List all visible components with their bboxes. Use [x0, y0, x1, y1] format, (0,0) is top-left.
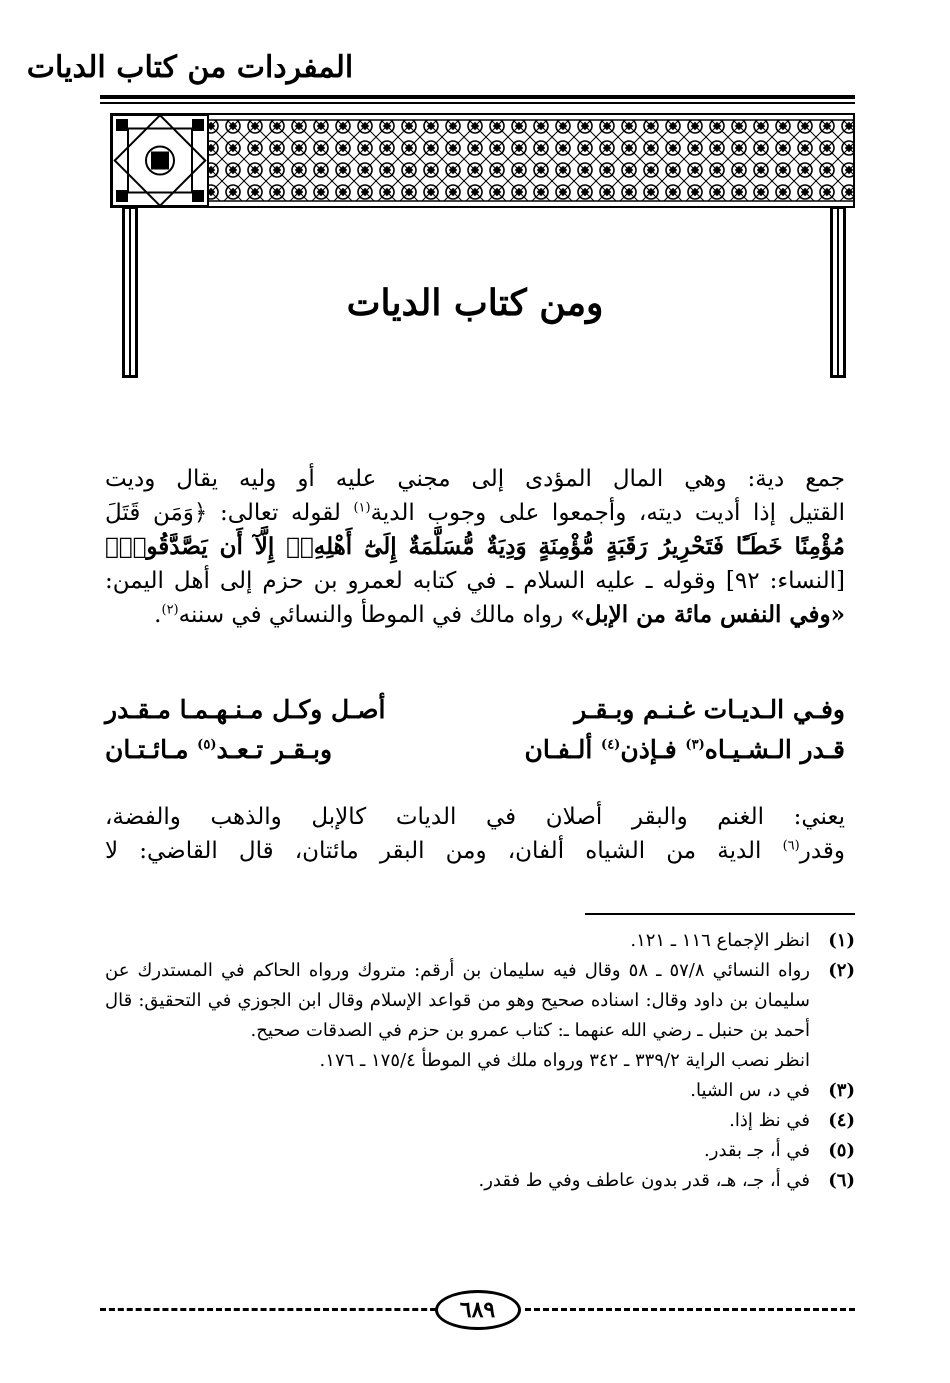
footer-dashes-left: [100, 1308, 445, 1311]
running-head: المفردات من كتاب الديات: [26, 50, 354, 85]
geometric-ornament-icon: [112, 115, 855, 206]
verse-hemistich-right: قـدر الـشـيـاه$^{(٣)}$ فـإذن$^{(٤)}$ ألـفـان: [524, 735, 845, 764]
verse-row-1: [105, 690, 845, 730]
chapter-title: ومن كتاب الديات: [346, 282, 604, 324]
footnote-item: انظر نصب الراية ٣٣٩/٢ ـ ٣٤٢ ورواه ملك في الموطأ ١٧٥/٤ ـ ١٧٦.: [319, 1050, 810, 1071]
text-line: [النساء: ٩٢] وقوله ـ عليه السلام ـ في كتابه لعمرو بن حزم إلى أهل اليمن:: [105, 568, 845, 594]
page-footer: [100, 1290, 855, 1330]
frame-post-right: [122, 206, 138, 378]
text-line: وقدر$^{(٦)}$ الدية من الشياه ألفان، ومن البقر مائتان، قال القاضي: لا: [105, 838, 845, 864]
hadith-quote: «وفي النفس مائة من الإبل»: [570, 601, 845, 628]
frame-post-left: [830, 206, 846, 378]
footnote-item: (٣) في د، س الشيا.: [690, 1080, 855, 1101]
paragraph-commentary: [105, 800, 845, 868]
header-rule-thick: [100, 95, 855, 99]
footnote-ref: (٦): [782, 838, 800, 854]
verse-hemistich-left: أصـل وكـل مـنـهـمـا مـقـدر: [105, 695, 386, 724]
quran-verse-line: مُؤْمِنًا خَطَـًٔا فَتَحْرِيرُ رَقَبَةٍ مُّؤْمِنَةٍ وَدِيَةٌ مُّسَلَّمَةٌ إِلَىٰٓ أَهْلِهِۦٓ إِلَّآ أَن يَصَّدَّقُوا۟﴾: [105, 533, 845, 560]
footnote-separator: [585, 913, 855, 915]
page-number: ٦٨٩: [435, 1290, 521, 1330]
footnote-item: (٤) في نظ إذا.: [729, 1110, 855, 1131]
verse-row-2: [105, 730, 845, 770]
footnote-item: (١) انظر الإجماع ١١٦ ـ ١٢١.: [630, 930, 855, 951]
footnote-item: (٥) في أ، جـ بقدر.: [704, 1140, 855, 1161]
ornamental-frame-band: [110, 113, 855, 208]
text-line: يعني: الغنم والبقر أصلان في الديات كالإبل والذهب والفضة،: [105, 804, 845, 830]
footnote-item: (٢) رواه النسائي ٥٧/٨ ـ ٥٨ وقال فيه سليمان بن أرقم: متروك ورواه الحاكم في المستدرك عن سليمان بن داود وقال: اسناده صحيح وهو من قواعد الإسلام وقال ابن الجوزي في التحقيق: قال أحمد بن حنبل ـ رضي الله عنهما ـ: كتاب عمرو بن حزم في الصدقات صحيح.: [105, 960, 855, 1041]
text-line: القتيل إذا أديت ديته، وأجمعوا على وجوب الدية$^{(١)}$ لقوله تعالى: ﴿وَمَن قَتَلَ: [105, 500, 845, 526]
paragraph-definition: [105, 462, 845, 632]
verse-hemistich-left: وبـقـر تـعـد$^{(٥)}$ مـائـتـان: [105, 735, 333, 764]
footnotes: [105, 926, 855, 1196]
footnote-item: (٦) في أ، جـ، هـ، قدر بدون عاطف وفي ط فقدر.: [478, 1170, 855, 1191]
header-rule-thin: [100, 102, 855, 104]
text-line: جمع دية: وهي المال المؤدى إلى مجني عليه أو وليه يقال وديت: [105, 466, 845, 492]
footnote-ref: (٢): [161, 602, 179, 618]
footer-dashes-right: [525, 1308, 855, 1311]
footnote-ref: (١): [353, 500, 371, 516]
text-line: «وفي النفس مائة من الإبل» رواه مالك في الموطأ والنسائي في سننه$^{(٢)}$.: [154, 601, 845, 628]
verse-hemistich-right: وفـي الـديـات غـنـم وبـقـر: [574, 695, 845, 724]
